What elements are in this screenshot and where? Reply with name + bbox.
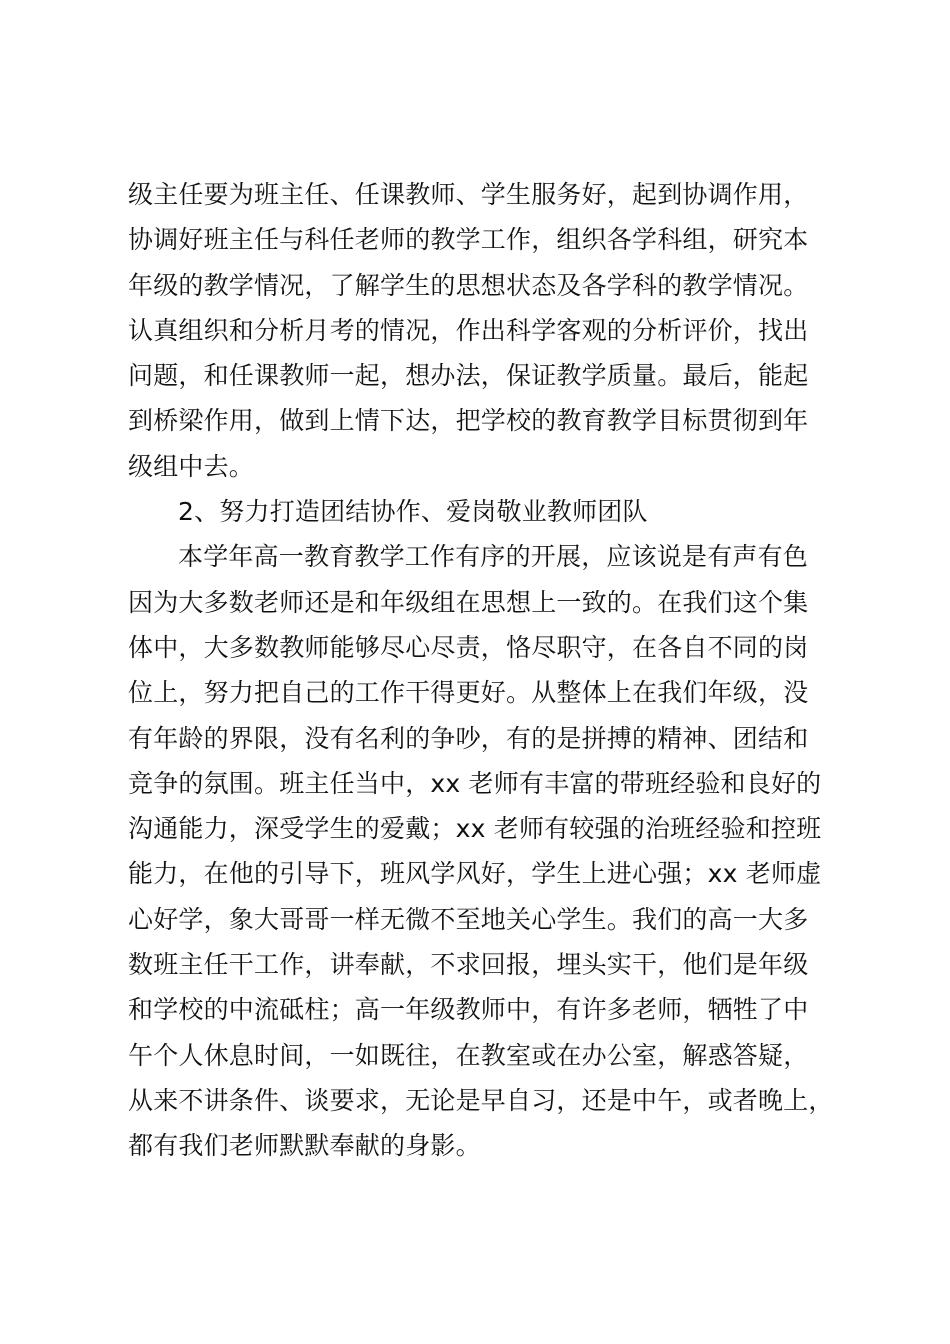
text-line: 协调好班主任与科任老师的教学工作，组织各学科组，研究本	[128, 225, 809, 255]
text-line: 体中，大多数教师能够尽心尽责，恪尽职守，在各自不同的岗	[128, 632, 809, 662]
section-heading: 2、努力打造团结协作、爱岗敬业教师团队	[178, 497, 648, 527]
text-line: 到桥梁作用，做到上情下达，把学校的教育教学目标贯彻到年	[128, 406, 809, 436]
text-line: 问题，和任课教师一起，想办法，保证教学质量。最后，能起	[128, 361, 809, 391]
text-line: 因为大多数老师还是和年级组在思想上一致的。在我们这个集	[128, 587, 809, 617]
text-line: 数班主任干工作，讲奉献，不求回报，埋头实干，他们是年级	[128, 950, 809, 980]
text-line: 有年龄的界限，没有名利的争吵，有的是拼搏的精神、团结和	[128, 723, 809, 753]
text-line: 级主任要为班主任、任课教师、学生服务好，起到协调作用，	[128, 180, 809, 209]
text-line: 年级的教学情况，了解学生的思想状态及各学科的教学情况。	[128, 270, 809, 300]
text-line: 本学年高一教育教学工作有序的开展，应该说是有声有色	[178, 542, 809, 572]
text-line: 午个人休息时间，一如既往，在教室或在办公室，解惑答疑，	[128, 1040, 809, 1070]
text-line: 和学校的中流砥柱；高一年级教师中，有许多老师，牺牲了中	[128, 995, 809, 1025]
text-line: 位上，努力把自己的工作干得更好。从整体上在我们年级，没	[128, 678, 809, 708]
text-line: 级组中去。	[128, 451, 255, 481]
text-line: 都有我们老师默默奉献的身影。	[128, 1131, 481, 1161]
text-line: 认真组织和分析月考的情况，作出科学客观的分析评价，找出	[128, 315, 809, 345]
text-line: 沟通能力，深受学生的爱戴；xx 老师有较强的治班经验和控班	[128, 814, 822, 844]
text-line: 能力，在他的引导下，班风学风好，学生上进心强；xx 老师虚	[128, 859, 822, 889]
text-line: 竞争的氛围。班主任当中，xx 老师有丰富的带班经验和良好的	[128, 768, 822, 798]
body-text	[128, 172, 848, 1169]
text-line: 心好学，象大哥哥一样无微不至地关心学生。我们的高一大多	[128, 904, 809, 934]
text-line: 从来不讲条件、谈要求，无论是早自习，还是中午，或者晚上，	[128, 1085, 834, 1115]
